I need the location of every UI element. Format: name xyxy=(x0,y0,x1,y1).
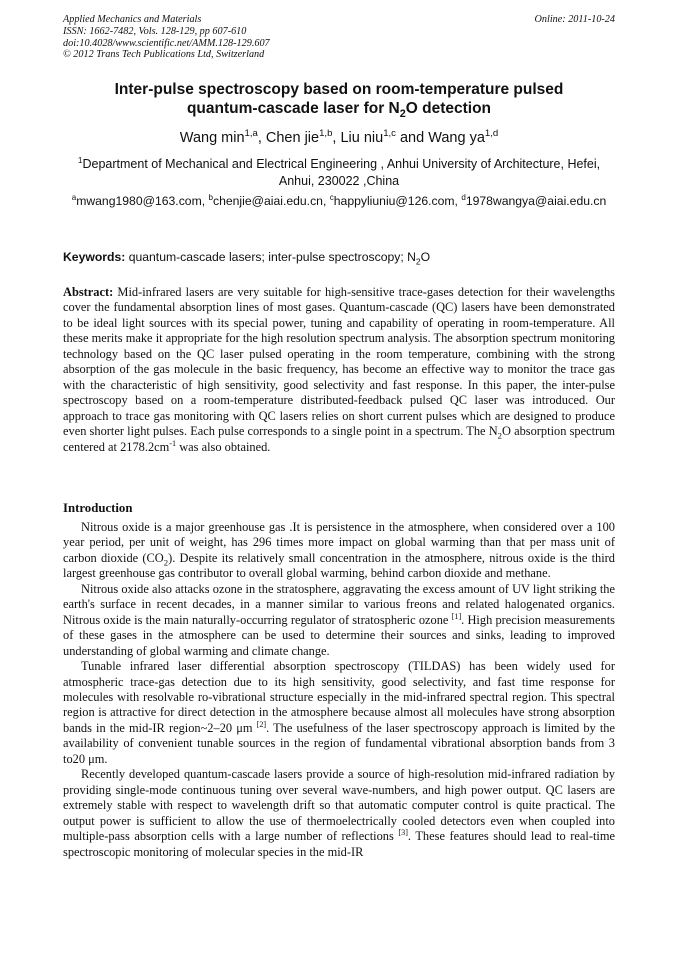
issn-line: ISSN: 1662-7482, Vols. 128-129, pp 607-610 xyxy=(63,25,247,37)
email-sup: d xyxy=(461,192,466,202)
author-sup: 1,a xyxy=(244,128,258,140)
abstract-subscript: 2 xyxy=(497,430,502,441)
paragraph xyxy=(63,582,615,659)
paragraph-text: Recently developed quantum-cascade lasers provide a source of high-resolution mid-infrared radiation by providing single-mode continuous tuning over several wave-numbers, and high power output. QC lasers are extremely stable with respect to wavelength drift so that automatic computer control is quite practical. The output power is sufficient to allow the use of thermoelectrically cooled detectors even when coupled into multiple-pass absorption cells with a large number of reflections xyxy=(63,767,615,844)
email-address[interactable]: happyliuniu@126.com xyxy=(333,194,455,208)
paragraph-text: Tunable infrared laser differential absorption spectroscopy (TILDAS) has been widely used for atmospheric trace-gas detection due to its high sensitivity, good selectivity, and fast time response for molecules with resolvable ro-vibrational structure especially in the mid-infrared spectral region. This spectral region is attractive for direct detection in the atmosphere because almost all molecules have strong absorption bands in the mid-IR region~2–20 μm xyxy=(63,659,615,735)
journal-header xyxy=(63,14,423,61)
abstract-label: Abstract: xyxy=(63,285,114,299)
author-sup: 1,d xyxy=(484,128,499,140)
author-separator: , xyxy=(257,130,266,146)
online-date: Online: 2011-10-24 xyxy=(534,14,615,25)
keywords-text: quantum-cascade lasers; inter-pulse spectroscopy; N xyxy=(125,250,416,264)
email[interactable] xyxy=(209,194,330,208)
keywords xyxy=(63,250,431,267)
section-heading: Introduction xyxy=(63,501,133,515)
title-subscript: 2 xyxy=(399,108,406,121)
keywords-label: Keywords: xyxy=(63,250,126,264)
affiliation-line-2: Anhui, 230022 ,China xyxy=(278,174,400,188)
affiliation xyxy=(63,156,615,190)
author-name: Liu niu xyxy=(340,130,384,146)
email-separator: , xyxy=(322,194,330,208)
author-separator: , xyxy=(332,130,341,146)
abstract-text: O absorption spectrum centered at 2178.2cm xyxy=(63,424,615,454)
abstract-text: was also obtained. xyxy=(176,439,271,454)
paragraph xyxy=(63,659,615,767)
keywords-subscript: 2 xyxy=(415,256,421,267)
affiliation-text: Department of Mechanical and Electrical Engineering , Anhui University of Architecture, Hefei, xyxy=(82,157,601,171)
email-address[interactable]: 1978wangya@aiai.edu.cn xyxy=(465,194,607,208)
paragraph-text: . The usefulness of the laser spectroscopy approach is limited by the availability of convenient tunable sources in the region of fundamental vibrational absorption bands from 3 to20 μm. xyxy=(63,720,615,766)
doi-line: doi:10.4028/www.scientific.net/AMM.128-129.607 xyxy=(63,37,270,49)
email-separator: , xyxy=(201,194,209,208)
title-line-2 xyxy=(60,99,618,121)
paragraph xyxy=(63,520,615,582)
author xyxy=(428,130,498,146)
email-address[interactable]: chenjie@aiai.edu.cn xyxy=(213,194,323,208)
email-sup: b xyxy=(208,192,213,202)
title-text: quantum-cascade laser for N xyxy=(186,100,400,117)
email-list xyxy=(50,194,628,208)
author-list xyxy=(60,130,618,146)
author-sup: 1,c xyxy=(383,128,396,140)
author-sup: 1,b xyxy=(319,128,333,140)
email-separator: , xyxy=(454,194,462,208)
author xyxy=(340,130,428,146)
abstract xyxy=(63,285,615,455)
email-sup: c xyxy=(329,192,334,202)
introduction-body xyxy=(63,520,615,860)
author xyxy=(180,130,266,146)
paper-title xyxy=(60,80,618,121)
citation[interactable]: [2] xyxy=(256,719,267,729)
email[interactable] xyxy=(461,194,606,208)
title-line-1: Inter-pulse spectroscopy based on room-temperature pulsed xyxy=(114,81,564,98)
author-name: Wang min xyxy=(179,130,245,146)
paragraph-text: . These features should lead to real-time spectroscopic monitoring of molecular species in the mid-IR xyxy=(63,829,616,859)
keywords-text: O xyxy=(420,250,431,264)
affiliation-line-1 xyxy=(63,156,615,173)
paragraph-text: Nitrous oxide is a major greenhouse gas .It is persistence in the atmosphere, when considered over a 100 year period, per unit of weight, has 296 times more impact on global warming than that per mass unit of carbon dioxide (CO xyxy=(63,520,615,565)
email[interactable] xyxy=(330,194,462,208)
abstract-superscript: -1 xyxy=(169,438,177,448)
title-text: O detection xyxy=(405,100,492,117)
citation[interactable]: [3] xyxy=(398,827,408,837)
abstract-text: Mid-infrared lasers are very suitable for high-sensitive trace-gases detection for their wavelengths cover the fundamental absorption lines of most gases. Quantum-cascade (QC) lasers have been demonstrated to be ideal light sources with its special power, tuning and capability of operating in room-temperature. All these merits make it appropriate for the high resolution spectrum analysis. The absorption spectrum monitoring technology based on the QC laser pulsed operating in the room temperature, combining with the strong absorption of the gas molecule in the basic frequency, has become an effective way to monitor the trace gas with the characteristic of high sensitivity, good selectivity and fast response. In this paper, the inter-pulse spectroscopy based on a room-temperature distributed-feedback pulsed QC laser was introduced. Our approach to trace gas monitoring with QC lasers relies on short current pulses which are designed to produce even shorter light pulses. Each pulse corresponds to a single point in a spectrum. The N xyxy=(63,285,615,439)
paragraph xyxy=(63,767,615,860)
author-name: Wang ya xyxy=(428,130,485,146)
paragraph-text: Nitrous oxide also attacks ozone in the stratosphere, aggravating the excess amount of UV light striking the earth's surface in recent decades, in a manner similar to various freons and related halogenated organics. Nitrous oxide is the main naturally-occurring regulator of stratospheric ozone xyxy=(63,581,615,627)
paragraph-text: ). Despite its relatively small concentration in the atmosphere, nitrous oxide is the third largest greenhouse gas contributor to overall global warming, behind carbon dioxide and methane. xyxy=(63,550,615,581)
subscript: 2 xyxy=(163,557,169,568)
copyright-line: © 2012 Trans Tech Publications Ltd, Switzerland xyxy=(63,49,265,61)
paragraph-text: . High precision measurements of these gases in the atmosphere can be used to determine their sources and sinks, leading to improved understanding of global warming and climate change. xyxy=(63,612,615,658)
author-name: Chen jie xyxy=(265,130,320,146)
author xyxy=(266,130,341,146)
email[interactable] xyxy=(72,194,209,208)
citation[interactable]: [1] xyxy=(451,611,462,621)
affiliation-sup: 1 xyxy=(77,155,83,165)
journal-name: Applied Mechanics and Materials xyxy=(63,14,202,25)
email-sup: a xyxy=(71,192,77,202)
email-address[interactable]: mwang1980@163.com xyxy=(76,194,202,208)
author-separator: and xyxy=(395,130,429,146)
